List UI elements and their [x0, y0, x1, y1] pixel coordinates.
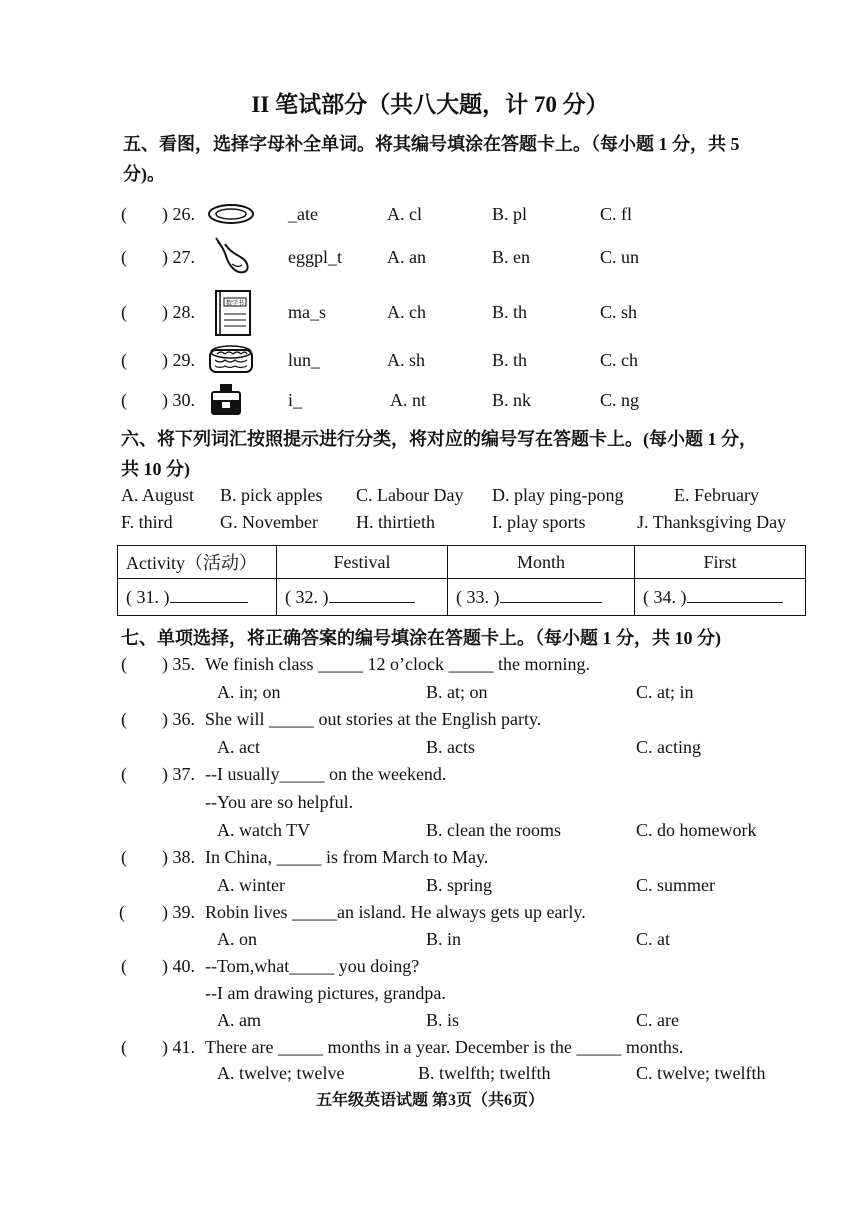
answer-cell[interactable]	[118, 579, 277, 616]
table-header: Activity（活动）	[118, 546, 277, 579]
lunch-box-icon	[207, 342, 255, 376]
option-a: A. cl	[387, 204, 422, 224]
answer-paren: (	[121, 956, 127, 976]
eggplant-icon	[212, 236, 252, 280]
section7-heading: 七、单项选择，将正确答案的编号填涂在答题卡上。（每小题 1 分，共 10 分)	[121, 628, 721, 648]
book-label: 数学书	[225, 300, 245, 307]
word-stem: _ate	[288, 204, 318, 224]
word-option: G. November	[220, 512, 318, 532]
option-a: A. watch TV	[217, 820, 311, 840]
word-option: E. February	[674, 485, 759, 505]
cell-label: ( 32. )	[285, 586, 329, 607]
category-table	[117, 545, 806, 616]
answer-cell[interactable]	[635, 579, 806, 616]
option-b: B. en	[492, 247, 530, 267]
answer-paren: (	[121, 764, 127, 784]
option-b: B. is	[426, 1010, 460, 1030]
page-title: II 笔试部分（共八大题，计 70 分）	[251, 92, 609, 117]
answer-paren: (	[121, 390, 127, 410]
option-b: B. twelfth; twelfth	[418, 1063, 551, 1083]
question-text: --I usually_____ on the weekend.	[205, 764, 447, 784]
question-text: Robin lives _____an island. He always gets up early.	[205, 902, 586, 922]
option-c: C. summer	[636, 875, 715, 895]
option-a: A. am	[217, 1010, 261, 1030]
cell-label: ( 34. )	[643, 586, 687, 607]
option-b: B. acts	[426, 737, 475, 757]
question-number: ) 26.	[162, 204, 195, 224]
option-b: B. in	[426, 929, 462, 949]
answer-blank[interactable]	[500, 602, 602, 603]
section5-heading: 五、看图，选择字母补全单词。将其编号填涂在答题卡上。（每小题 1 分，共 5	[123, 134, 740, 154]
word-option: F. third	[121, 512, 173, 532]
answer-blank[interactable]	[329, 602, 415, 603]
option-c: C. do homework	[636, 820, 757, 840]
option-b: B. nk	[492, 390, 532, 410]
question-number: ) 29.	[162, 350, 195, 370]
word-option: H. thirtieth	[356, 512, 435, 532]
cell-label: ( 33. )	[456, 586, 500, 607]
math-book-icon	[213, 288, 253, 338]
answer-paren: (	[119, 902, 125, 922]
option-c: C. at; in	[636, 682, 694, 702]
question-number: ) 41.	[162, 1037, 195, 1057]
question-text: She will _____ out stories at the English party.	[205, 709, 542, 729]
option-a: A. act	[217, 737, 260, 757]
question-number: ) 36.	[162, 709, 195, 729]
option-c: C. ng	[600, 390, 640, 410]
answer-blank[interactable]	[687, 602, 783, 603]
word-option: B. pick apples	[220, 485, 323, 505]
table-header: Festival	[277, 546, 448, 579]
answer-paren: (	[121, 847, 127, 867]
option-c: C. twelve; twelfth	[636, 1063, 766, 1083]
option-a: A. an	[387, 247, 426, 267]
question-text-reply: --You are so helpful.	[205, 792, 354, 812]
section6-heading-cont: 共 10 分)	[121, 459, 190, 479]
answer-cell[interactable]	[448, 579, 635, 616]
option-c: C. sh	[600, 302, 638, 322]
section6-heading: 六、将下列词汇按照提示进行分类，将对应的编号写在答题卡上。(每小题 1 分，	[121, 429, 757, 449]
question-number: ) 40.	[162, 956, 195, 976]
option-b: B. spring	[426, 875, 493, 895]
word-option: I. play sports	[492, 512, 586, 532]
question-text: We finish class _____ 12 o’clock _____ the morning.	[205, 654, 590, 674]
word-option: D. play ping-pong	[492, 485, 624, 505]
option-c: C. fl	[600, 204, 633, 224]
option-c: C. are	[636, 1010, 679, 1030]
question-number: ) 35.	[162, 654, 195, 674]
option-b: B. at; on	[426, 682, 488, 702]
question-text: --Tom,what_____ you doing?	[205, 956, 420, 976]
answer-paren: (	[121, 302, 127, 322]
answer-paren: (	[121, 204, 127, 224]
answer-paren: (	[121, 709, 127, 729]
page-footer: 五年级英语试题 第3页（共6页）	[315, 1092, 544, 1109]
answer-paren: (	[121, 350, 127, 370]
table-header: Month	[448, 546, 635, 579]
word-stem: i_	[288, 390, 303, 410]
question-number: ) 39.	[162, 902, 195, 922]
option-b: B. clean the rooms	[426, 820, 561, 840]
question-number: ) 27.	[162, 247, 195, 267]
word-stem: lun_	[288, 350, 321, 370]
word-option: J. Thanksgiving Day	[637, 512, 787, 532]
answer-blank[interactable]	[170, 602, 248, 603]
option-b: B. th	[492, 302, 528, 322]
section5-heading-cont: 分)。	[123, 164, 165, 184]
option-b: B. th	[492, 350, 528, 370]
option-c: C. acting	[636, 737, 701, 757]
answer-paren: (	[121, 247, 127, 267]
option-a: A. sh	[387, 350, 426, 370]
word-option: C. Labour Day	[356, 485, 464, 505]
option-c: C. at	[636, 929, 670, 949]
answer-paren: (	[121, 1037, 127, 1057]
question-number: ) 38.	[162, 847, 195, 867]
ink-bottle-icon	[208, 382, 244, 416]
option-b: B. pl	[492, 204, 528, 224]
question-text-reply: --I am drawing pictures, grandpa.	[205, 983, 446, 1003]
option-a: A. winter	[217, 875, 285, 895]
option-a: A. nt	[390, 390, 426, 410]
option-c: C. ch	[600, 350, 638, 370]
question-number: ) 28.	[162, 302, 195, 322]
question-number: ) 30.	[162, 390, 195, 410]
question-text: There are _____ months in a year. December is the _____ months.	[205, 1037, 684, 1057]
word-stem: eggpl_t	[288, 247, 342, 267]
question-number: ) 37.	[162, 764, 195, 784]
option-a: A. twelve; twelve	[217, 1063, 345, 1083]
option-a: A. ch	[387, 302, 426, 322]
word-option: A. August	[121, 485, 195, 505]
option-a: A. in; on	[217, 682, 281, 702]
question-text: In China, _____ is from March to May.	[205, 847, 489, 867]
answer-paren: (	[121, 654, 127, 674]
cell-label: ( 31. )	[126, 586, 170, 607]
option-c: C. un	[600, 247, 640, 267]
table-header: First	[635, 546, 806, 579]
answer-cell[interactable]	[277, 579, 448, 616]
plate-icon	[207, 202, 255, 226]
option-a: A. on	[217, 929, 257, 949]
word-stem: ma_s	[288, 302, 326, 322]
